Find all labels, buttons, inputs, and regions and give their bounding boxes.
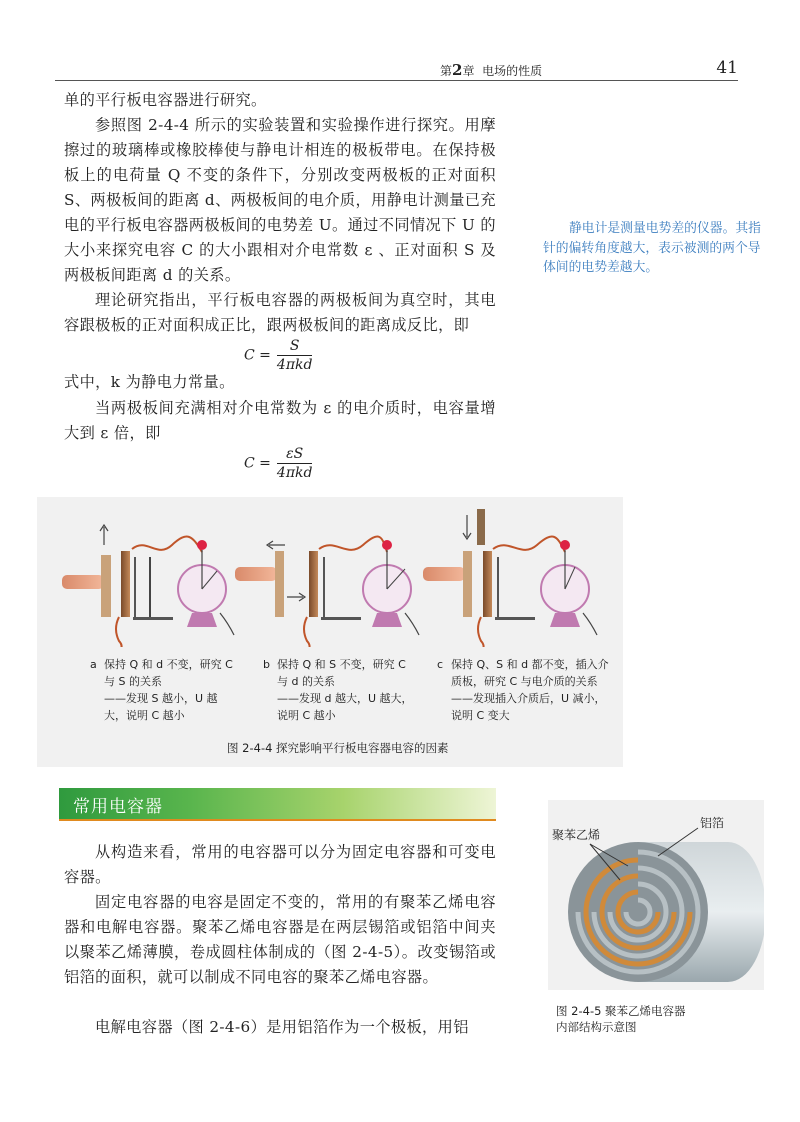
paragraph-continued: 单的平行板电容器进行研究。 [64,91,267,109]
chapter-name: 电场的性质 [482,64,543,78]
page-number: 41 [716,58,738,78]
section-underline [59,819,496,821]
header-divider [55,80,738,81]
arrow-down-icon [463,515,471,539]
figure-2-4-5 [548,800,764,990]
paragraph-electrolytic: 电解电容器（图 2-4-6）是用铝箔作为一个极板，用铝 [95,1018,469,1036]
experiment-illustrations [37,497,623,647]
panel-label-a: a 保持 Q 和 d 不变，研究 C 与 S 的关系 ——发现 S 越小，U 越 大，说明 C 越小 [90,658,233,722]
label-aluminum-foil: 铝箔 [700,816,725,830]
section-header [59,788,496,819]
paragraph-fixed-capacitor: 固定电容器的电容是固定不变的，常用的有聚苯乙烯电容器和电解电容器。聚苯乙烯电容器是在两层锡箔或铝箔中间夹以聚苯乙烯薄膜，卷成圆柱体制成的（图 2-4-5）。改变锡箔或铝箔的面积，就可以制成不同电容的聚苯乙烯电容器。 [64,893,496,986]
paragraph-capacitor-types: 从构造来看，常用的电容器可以分为固定电容器和可变电容器。 [64,843,496,886]
formula-numerator: εS [277,446,313,464]
experiment-setup-a [62,525,234,647]
formula-denominator: 4πkd [276,357,313,373]
paragraph-theory: 理论研究指出，平行板电容器的两极板间为真空时，其电容跟极板的正对面积成正比，跟两极板间的距离成反比，即 [64,291,496,334]
panel-label-b: b 保持 Q 和 S 不变，研究 C 与 d 的关系 ——发现 d 越大，U 越大， 说明 C 越小 [263,658,413,722]
paragraph-experiment: 参照图 2-4-4 所示的实验装置和实验操作进行探究。用摩擦过的玻璃棒或橡胶棒使与静电计相连的极板带电。在保持极板上的电荷量 Q 不变的条件下，分别改变两极板的正对面积 S、两极板间的距离 d、两极板间的电介质，用静电计测量已充电的平行板电容器两极板间的电势差 U。通过不同情况下 U 的大小来探究电容 C 的大小跟相对介电常数 ε 、正对面积 S 及两极板间距离 d 的关系。 [64,116,496,284]
label-polystyrene: 聚苯乙烯 [552,828,601,842]
formula-numerator: S [277,338,313,356]
paragraph-dielectric: 当两极板间充满相对介电常数为 ε 的电介质时，电容量增大到 ε 倍，即 [64,399,496,442]
formula-capacitance-dielectric: C = $\frac{\varepsilon S}{\text{4πkd}}$ [244,446,313,481]
page-header [55,58,738,80]
arrow-up-icon [100,525,108,545]
figure-caption-2-4-5: 图 2-4-5 聚苯乙烯电容器 内部结构示意图 [556,1004,686,1034]
section-title: 常用电容器 [73,797,163,817]
arrow-right-icon [287,593,305,601]
experiment-setup-c [423,509,597,647]
panel-label-c: c 保持 Q、S 和 d 都不变，插入介 质板，研究 C 与电介质的关系 ——发现插入介质后，U 减小， 说明 C 变大 [437,658,609,722]
chapter-title: 第2章 电场的性质 [440,61,543,79]
paragraph-k-definition: 式中，k 为静电力常量。 [64,373,235,391]
chapter-number: 2 [452,61,463,79]
figure-caption: 图 2-4-4 探究影响平行板电容器电容的因素 [227,741,449,755]
formula-denominator: 4πkd [276,465,313,481]
experiment-setup-b [235,537,419,647]
margin-note: 静电计是测量电势差的仪器。其指针的偏转角度越大，表示被测的两个导体间的电势差越大。 [543,221,761,275]
formula-capacitance-vacuum: C = $\frac{S}{\text{4πkd}}$ [244,338,313,373]
arrow-left-icon [267,541,285,549]
figure-2-4-4 [37,497,623,767]
